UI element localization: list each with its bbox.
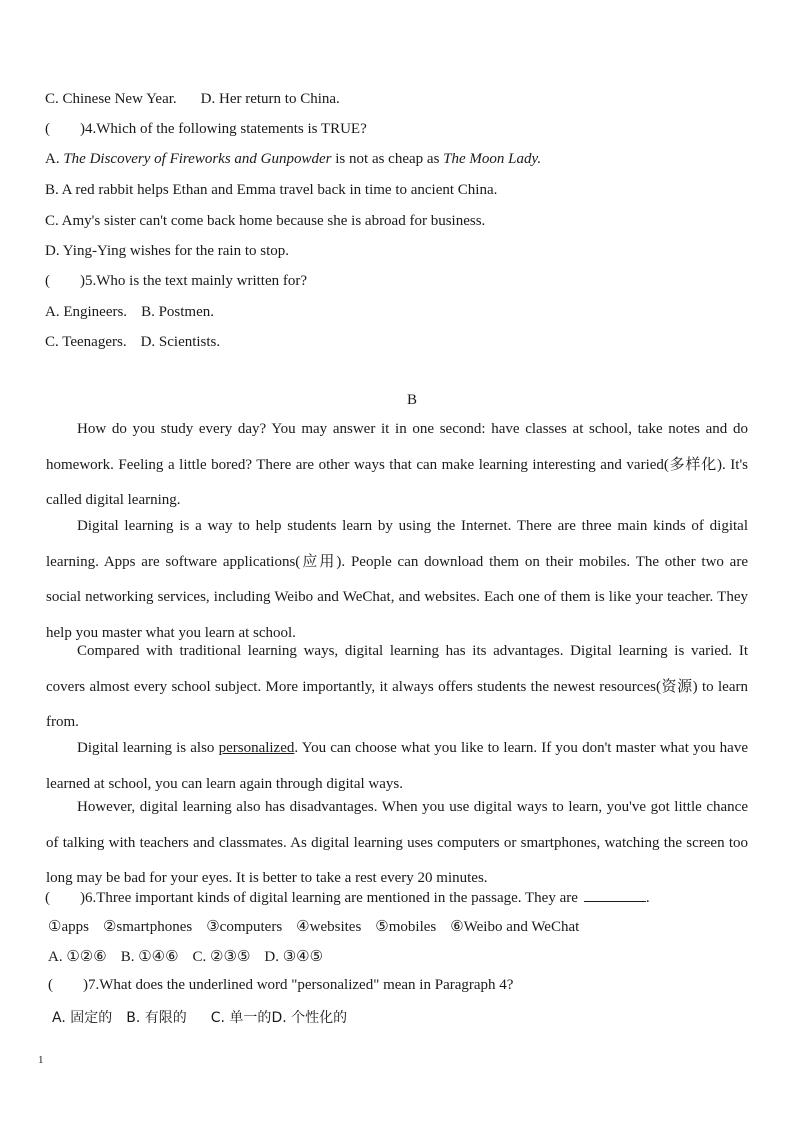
q5-option-d: D. Scientists. [140,334,221,350]
q4-option-a-mid: is not as cheap as [331,151,444,167]
q6-item-computers: ③computers [206,919,283,935]
q7-option-d: D. 个性化的 [271,1010,348,1026]
q3-option-c: C. Chinese New Year. [45,91,177,107]
q4-option-c: C. Amy's sister can't come back home because she is abroad for business. [45,213,486,229]
passage-paragraph-4-start: Digital learning is also [77,740,219,756]
q4-option-d: D. Ying-Ying wishes for the rain to stop. [45,243,290,259]
q5-options-row-2 [45,332,754,352]
q5-option-c: C. Teenagers. [45,334,127,350]
q6-answer-blank [584,887,646,902]
q4-close-paren: ) [80,121,85,137]
q6-stem: 6.Three important kinds of digital learning are mentioned in the passage. They are [85,890,578,906]
q4-stem: 4.Which of the following statements is TRUE? [85,121,367,137]
q6-option-a: A. ①②⑥ [48,949,107,965]
q4-open-paren: ( [45,121,50,137]
q3-options-row [45,89,754,109]
page-number: 1 [38,1054,44,1066]
q5-open-paren: ( [45,273,50,289]
q7-open-paren: ( [48,977,53,993]
q6-option-b: B. ①④⑥ [120,949,179,965]
underlined-word-personalized: personalized [218,740,295,756]
q5-option-b: B. Postmen. [141,304,214,320]
q7-option-a: A. 固定的 [52,1010,113,1026]
q6-option-c: C. ②③⑤ [192,949,251,965]
q5-options-row-1 [45,302,754,322]
q6-item-weibo-wechat: ⑥Weibo and WeChat [450,919,580,935]
q5-stem: 5.Who is the text mainly written for? [85,273,308,289]
q7-option-b: B. 有限的 [126,1010,187,1026]
q4-option-a-title1: The Discovery of Fireworks and Gunpowder [63,151,332,167]
q4-option-a [45,149,754,169]
q5-option-a: A. Engineers. [45,304,128,320]
q7-close-paren: ) [83,977,88,993]
q6-item-smartphones: ②smartphones [102,919,193,935]
q4-stem-row [45,119,754,139]
q4-option-b: B. A red rabbit helps Ethan and Emma travel back in time to ancient China. [45,182,498,198]
q6-item-mobiles: ⑤mobiles [375,919,437,935]
section-b-heading: B [406,392,417,408]
q6-option-d: D. ③④⑤ [264,949,324,965]
q7-stem-row [48,975,754,995]
q6-stem-end: . [645,890,650,906]
q4-option-a-prefix: A. [45,151,64,167]
passage-paragraph-3: Compared with traditional learning ways, digital learning has its advantages. Digital learning is varied. It covers almost every school subject. More importantly, it always offers students the newest resources(资源) to learn from. [46,643,748,730]
q6-items-row [48,917,754,937]
q7-stem: 7.What does the underlined word "personalized" mean in Paragraph 4? [88,977,514,993]
q5-stem-row [45,271,754,291]
q7-options-row [52,1008,754,1028]
q4-option-a-title2: The Moon Lady. [443,151,542,167]
passage-paragraph-4-end: . You can choose what you like to learn. If you don't master what you have learned at school, you can learn again through digital ways. [46,740,748,792]
q6-close-paren: ) [80,890,85,906]
passage-paragraph-1: How do you study every day? You may answer it in one second: have classes at school, take notes and do homework. Feeling a little bored? There are other ways that can make learning interesting and varied(多样化). It's called digital learning. [46,421,748,508]
q3-option-d: D. Her return to China. [200,91,340,107]
q6-item-websites: ④websites [296,919,362,935]
passage-paragraph-5: However, digital learning also has disadvantages. When you use digital ways to learn, you've got little chance of talking with teachers and classmates. As digital learning uses computers or smartphones, watching the screen too long may be bad for your eyes. It is better to take a rest every 20 minutes. [46,799,748,886]
q6-open-paren: ( [45,890,50,906]
q5-close-paren: ) [80,273,85,289]
q7-option-c: C. 单一的 [210,1010,272,1026]
passage-paragraph-2: Digital learning is a way to help students learn by using the Internet. There are three main kinds of digital learning. Apps are software applications(应用). People can download them on their mobiles. The other two are social networking services, including Weibo and WeChat, and websites. Each one of them is like your teacher. They help you master what you learn at school. [46,518,748,641]
q6-item-apps: ①apps [48,919,89,935]
q6-options-row [48,947,754,967]
q6-stem-row [45,887,754,908]
